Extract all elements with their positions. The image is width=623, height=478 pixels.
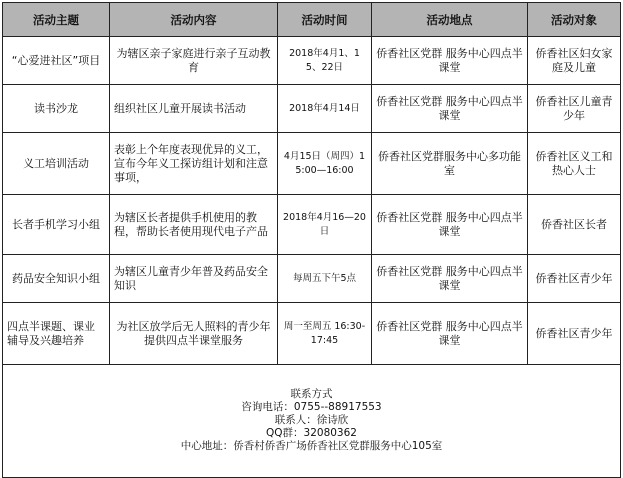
contact-address: 中心地址：侨香村侨香广场侨香社区党群服务中心105室	[180, 439, 443, 452]
cell-theme: 长者手机学习小组	[3, 195, 110, 255]
cell-theme: 读书沙龙	[3, 85, 110, 133]
header-theme: 活动主题	[3, 3, 110, 37]
activity-schedule-table	[2, 2, 621, 478]
table-row	[3, 255, 621, 303]
cell-target: 侨香社区儿童青少年	[528, 85, 621, 133]
contact-qq-group: QQ群：32080362	[266, 426, 357, 439]
table-row	[3, 303, 621, 365]
cell-content: 为社区放学后无人照料的青少年提供四点半课堂服务	[110, 303, 278, 365]
header-time: 活动时间	[278, 3, 372, 37]
cell-place: 侨香社区党群 服务中心四点半课堂	[372, 37, 528, 85]
cell-content: 为辖区儿童青少年普及药品安全知识	[110, 255, 278, 303]
cell-place: 侨香社区党群 服务中心四点半课堂	[372, 255, 528, 303]
cell-target: 侨香社区妇女家庭及儿童	[528, 37, 621, 85]
cell-place: 侨香社区党群 服务中心四点半课堂	[372, 195, 528, 255]
cell-time: 周一至周五 16:30-17:45	[278, 303, 372, 365]
cell-place: 侨香社区党群服务中心多功能室	[372, 133, 528, 195]
header-content: 活动内容	[110, 3, 278, 37]
table-row	[3, 195, 621, 255]
cell-content: 组织社区儿童开展读书活动	[110, 85, 278, 133]
cell-target: 侨香社区青少年	[528, 303, 621, 365]
header-row	[3, 3, 621, 37]
cell-time: 4月15日（周四）15:00—16:00	[278, 133, 372, 195]
cell-target: 侨香社区青少年	[528, 255, 621, 303]
header-target: 活动对象	[528, 3, 621, 37]
contact-title: 联系方式	[290, 387, 333, 400]
table-row	[3, 37, 621, 85]
table-row	[3, 133, 621, 195]
cell-theme: “心爱进社区”项目	[3, 37, 110, 85]
cell-target: 侨香社区义工和热心人士	[528, 133, 621, 195]
contact-info	[3, 365, 621, 478]
footer-row	[3, 365, 621, 478]
header-place: 活动地点	[372, 3, 528, 37]
cell-time: 2018年4月16—20日	[278, 195, 372, 255]
cell-content: 为辖区长者提供手机使用的教程，帮助长者使用现代电子产品	[110, 195, 278, 255]
cell-theme: 义工培训活动	[3, 133, 110, 195]
contact-person: 联系人：徐诗欣	[274, 413, 349, 426]
table-row	[3, 85, 621, 133]
cell-time: 2018年4月14日	[278, 85, 372, 133]
cell-theme: 四点半课题、课业辅导及兴趣培养	[3, 303, 110, 365]
cell-place: 侨香社区党群 服务中心四点半课堂	[372, 85, 528, 133]
cell-time: 每周五下午5点	[278, 255, 372, 303]
cell-target: 侨香社区长者	[528, 195, 621, 255]
cell-time: 2018年4月1、15、22日	[278, 37, 372, 85]
cell-place: 侨香社区党群 服务中心四点半课堂	[372, 303, 528, 365]
contact-phone: 咨询电话：0755--88917553	[241, 400, 382, 413]
cell-theme: 药品安全知识小组	[3, 255, 110, 303]
cell-content: 表彰上个年度表现优异的义工，宣布今年义工探访组计划和注意事项，	[110, 133, 278, 195]
cell-content: 为辖区亲子家庭进行亲子互动教育	[110, 37, 278, 85]
